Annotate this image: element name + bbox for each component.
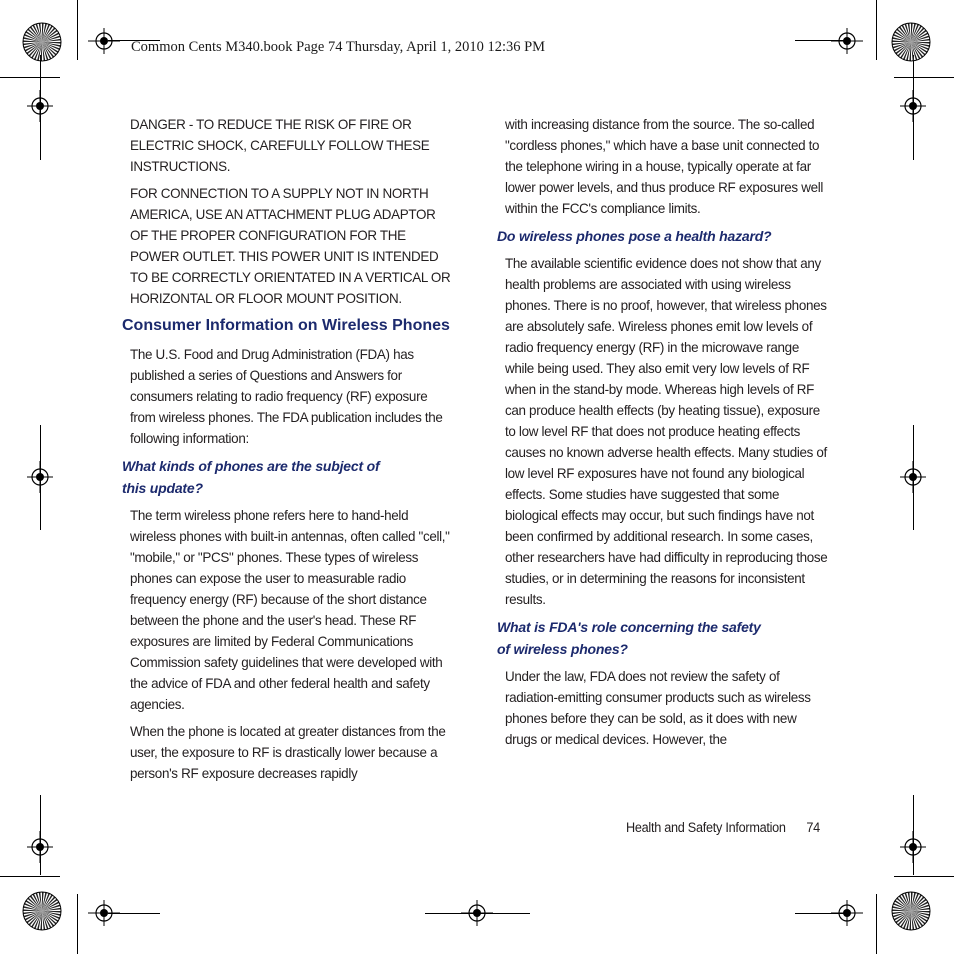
answer-paragraph: The term wireless phone refers here to hand-held wireless phones with built-in antennas, often called "cell," "mobile," or "PCS" phones. These types of wireless phones can expose the user to measurable radio frequency energy (RF) because of the short distance between the phone and the user's head. These RF exposures are limited by Federal Communications Commission safety guidelines that were developed with the advice of FDA and other federal health and safety agencies. [130, 507, 450, 712]
registration-mark-icon [88, 900, 120, 926]
registration-mark-icon [88, 28, 120, 54]
color-wheel-icon [22, 22, 62, 62]
registration-mark-icon [27, 831, 53, 863]
question-line: this update? [122, 480, 203, 496]
crop-line [0, 876, 60, 877]
color-wheel-icon [22, 891, 62, 931]
question-heading [122, 455, 432, 499]
answer-paragraph: The available scientific evidence does not show that any health problems are associated with using wireless phones. There is no proof, however, that wireless phones are absolutely safe. Wireless phones emit low levels of radio frequency energy (RF) in the microwave range while being used. They also emit very low levels of RF when in the stand-by mode. Whereas high levels of RF can produce health effects (by heating tissue), exposure to low level RF that does not produce heating effects causes no known adverse health effects. Many studies of low level RF exposures have not found any biological effects. Some studies have suggested that some biological effects may occur, but such findings have not been confirmed by additional research. In some cases, other researchers have had difficulty in reproducing those studies, or in determining the reasons for inconsistent results. [505, 255, 828, 607]
connection-warning: FOR CONNECTION TO A SUPPLY NOT IN NORTH AMERICA, USE AN ATTACHMENT PLUG ADAPTOR OF THE PROPER CONFIGURATION FOR THE POWER OUTLET. THIS POWER UNIT IS INTENDED TO BE CORRECTLY ORIENTATED IN A VERTICAL OR HORIZONTAL OR FLOOR MOUNT POSITION. [130, 185, 451, 306]
left-column [122, 114, 456, 790]
footer-section-title: Health and Safety Information [626, 820, 786, 835]
page-footer [626, 820, 820, 835]
question-line: What kinds of phones are the subject of [122, 458, 380, 474]
crop-line [77, 894, 78, 954]
registration-mark-icon [831, 28, 863, 54]
registration-mark-icon [27, 90, 53, 122]
registration-mark-icon [900, 831, 926, 863]
section-heading: Consumer Information on Wireless Phones [122, 317, 450, 334]
answer-paragraph-continued: with increasing distance from the source. The so-called "cordless phones," which have a base unit connected to the telephone wiring in a house, typically operate at far lower power levels, and thus produce RF exposures well within the FCC's compliance limits. [505, 116, 824, 216]
right-column [497, 114, 831, 756]
registration-mark-icon [27, 461, 53, 493]
question-line: What is FDA's role concerning the safety [497, 619, 761, 635]
answer-paragraph: Under the law, FDA does not review the safety of radiation-emitting consumer products such as wireless phones before they can be sold, as it does with new drugs or medical devices. However, the [505, 668, 811, 747]
crop-line [876, 894, 877, 954]
page-number: 74 [806, 820, 820, 835]
registration-mark-icon [900, 90, 926, 122]
answer-paragraph: When the phone is located at greater distances from the user, the exposure to RF is drastically lower because a person's RF exposure decreases rapidly [130, 723, 446, 781]
crop-line [0, 77, 60, 78]
question-heading: Do wireless phones pose a health hazard? [497, 228, 772, 244]
intro-paragraph: The U.S. Food and Drug Administration (FDA) has published a series of Questions and Answers for consumers relating to radio frequency (RF) exposure from wireless phones. The FDA publication includes the following information: [130, 346, 443, 446]
registration-mark-icon [461, 900, 493, 926]
color-wheel-icon [891, 22, 931, 62]
book-slug-header: Common Cents M340.book Page 74 Thursday, April 1, 2010 12:36 PM [131, 39, 546, 55]
question-line: of wireless phones? [497, 641, 628, 657]
color-wheel-icon [891, 891, 931, 931]
crop-line [876, 0, 877, 60]
registration-mark-icon [831, 900, 863, 926]
crop-line [894, 876, 954, 877]
crop-line [77, 0, 78, 60]
registration-mark-icon [900, 461, 926, 493]
question-heading [497, 616, 807, 660]
crop-line [894, 77, 954, 78]
danger-warning: DANGER - TO REDUCE THE RISK OF FIRE OR ELECTRIC SHOCK, CAREFULLY FOLLOW THESE INSTRUCTIONS. [130, 116, 430, 174]
